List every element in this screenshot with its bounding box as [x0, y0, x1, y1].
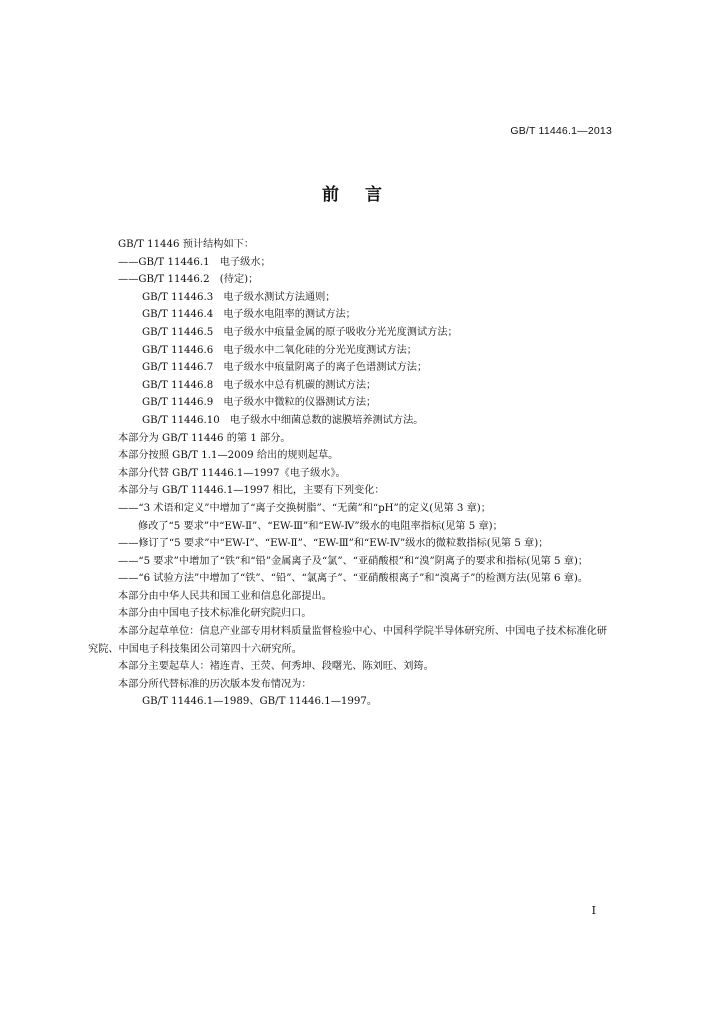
managed-by: 本部分由中国电子技术标准化研究院归口。	[118, 608, 312, 620]
structure-item: GB/T 11446.8 电子级水中总有机碳的测试方法；	[142, 379, 377, 391]
proposed-by: 本部分由中华人民共和国工业和信息化部提出。	[118, 590, 332, 602]
structure-item: ——GB/T 11446.2 (待定)；	[118, 274, 259, 286]
structure-item: GB/T 11446.3 电子级水测试方法通则；	[142, 291, 336, 303]
structure-item: GB/T 11446.5 电子级水中痕量金属的原子吸收分光光度测试方法；	[142, 326, 458, 338]
page-title: 前言	[322, 185, 408, 205]
change-item: ——“5 要求”中增加了“铁”和“铅”金属离子及“氯”、“亚硝酸根”和“溴”阴离子的要求和指标(见第 5 章)；	[118, 555, 589, 567]
change-item: 修改了“5 要求”中“EW-Ⅱ”、“EW-Ⅲ”和“EW-Ⅳ”级水的电阻率指标(见第 5 章)；	[138, 520, 503, 532]
structure-item: GB/T 11446.6 电子级水中二氧化硅的分光光度测试方法；	[142, 344, 417, 356]
structure-item: GB/T 11446.4 电子级水电阻率的测试方法；	[142, 309, 356, 321]
change-item: ——“6 试验方法”中增加了“铁”、“铅”、“氯离子”、“亚硝酸根离子”和“溴离子”的检测方法(见第 6 章)。	[118, 573, 589, 585]
history-intro: 本部分所代替标准的历次版本发布情况为：	[118, 678, 312, 690]
structure-item: GB/T 11446.9 电子级水中微粒的仪器测试方法；	[142, 397, 377, 409]
structure-item: GB/T 11446.7 电子级水中痕量阴离子的离子色谱测试方法；	[142, 362, 428, 374]
part-statement: 本部分为 GB/T 11446 的第 1 部分。	[118, 432, 291, 444]
structure-intro: GB/T 11446 预计结构如下：	[118, 239, 255, 250]
drafting-units: 本部分起草单位：信息产业部专用材料质量监督检验中心、中国科学院半导体研究所、中国电子技术标准化研究院、中国电子科技集团公司第四十六研究所。	[88, 626, 607, 655]
drafters: 本部分主要起草人：褚连青、王荧、何秀坤、段曙光、陈刘旺、刘筠。	[118, 661, 434, 673]
changes-intro: 本部分与 GB/T 11446.1—1997 相比，主要有下列变化：	[118, 485, 385, 497]
structure-item: GB/T 11446.10 电子级水中细菌总数的滤膜培养测试方法。	[142, 414, 424, 426]
change-item: ——修订了“5 要求”中“EW-Ⅰ”、“EW-Ⅱ”、“EW-Ⅲ”和“EW-Ⅳ”级水的微粒数指标(见第 5 章)；	[118, 538, 549, 550]
standard-code: GB/T 11446.1—2013	[510, 125, 612, 137]
structure-item: ——GB/T 11446.1 电子级水；	[118, 256, 271, 268]
change-item: ——“3 术语和定义”中增加了“离子交换树脂”、“无菌”和“pH”的定义(见第 3 章)；	[118, 502, 491, 514]
page-number: I	[591, 904, 596, 917]
foreword-body	[88, 236, 618, 711]
drafting-rule: 本部分按照 GB/T 1.1—2009 给出的规则起草。	[118, 450, 339, 462]
replaces-statement: 本部分代替 GB/T 11446.1—1997《电子级水》。	[118, 467, 346, 479]
history-versions: GB/T 11446.1—1989、GB/T 11446.1—1997。	[142, 696, 378, 708]
